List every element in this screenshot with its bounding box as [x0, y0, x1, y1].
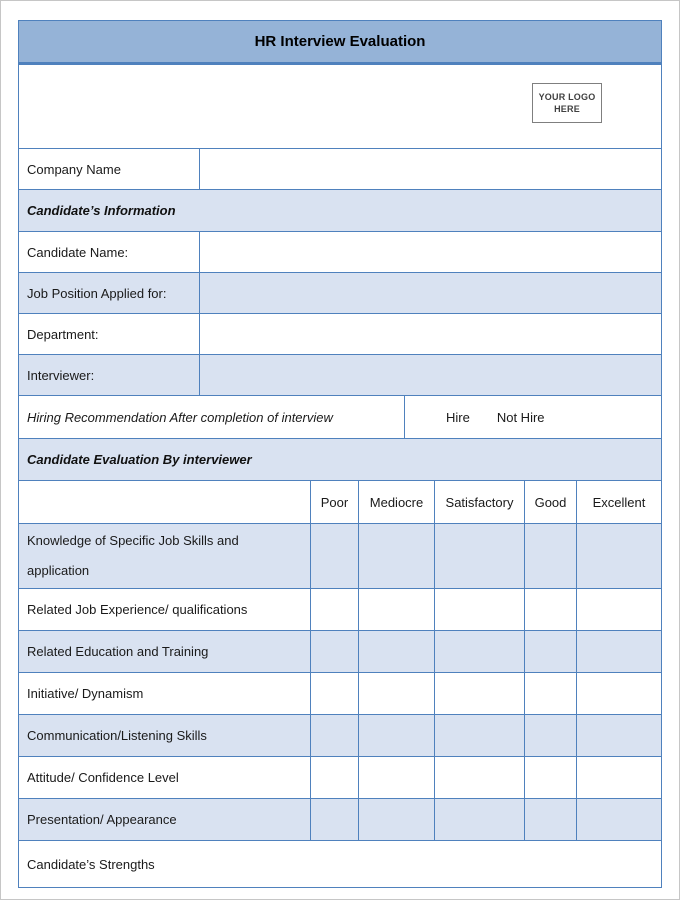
- attitude-confidence-level-poor-cell[interactable]: [310, 757, 358, 798]
- communication-listening-skills-excellent-cell[interactable]: [576, 715, 661, 756]
- related-job-experience-qualifications-label: Related Job Experience/ qualifications: [27, 601, 248, 617]
- attitude-confidence-level-mediocre-cell[interactable]: [358, 757, 434, 798]
- job-position-applied-for-label: Job Position Applied for:: [19, 273, 200, 313]
- knowledge-of-specific-job-skills-and-application-satisfactory-cell[interactable]: [434, 524, 524, 588]
- rating-header-empty-cell: [19, 481, 310, 523]
- eval-row-presentation-appearance: [19, 798, 661, 840]
- eval-row-attitude-confidence-level: [19, 756, 661, 798]
- rating-header-excellent-label: Excellent: [592, 494, 646, 510]
- department-label: Department:: [19, 314, 200, 354]
- rating-header-row: [19, 480, 661, 523]
- initiative-dynamism-label: Initiative/ Dynamism: [27, 685, 144, 701]
- info-row-department: [19, 313, 661, 354]
- logo-placeholder: [532, 83, 602, 123]
- initiative-dynamism-excellent-cell[interactable]: [576, 673, 661, 714]
- communication-listening-skills-label: Communication/Listening Skills: [27, 727, 207, 743]
- department-input[interactable]: [200, 314, 661, 354]
- presentation-appearance-excellent-cell[interactable]: [576, 799, 661, 840]
- related-job-experience-qualifications-poor-cell[interactable]: [310, 589, 358, 630]
- candidate-name-input[interactable]: [200, 232, 661, 272]
- candidate-name-label: Candidate Name:: [19, 232, 200, 272]
- presentation-appearance-label: Presentation/ Appearance: [27, 811, 177, 827]
- eval-row-initiative-dynamism: [19, 672, 661, 714]
- rating-header-poor: [310, 481, 358, 523]
- related-education-and-training-good-cell[interactable]: [524, 631, 576, 672]
- related-education-and-training-mediocre-cell[interactable]: [358, 631, 434, 672]
- interviewer-label: Interviewer:: [19, 355, 200, 395]
- not-hire-option[interactable]: Not Hire: [496, 409, 545, 425]
- candidate-strengths-label: Candidate’s Strengths: [27, 856, 155, 872]
- related-job-experience-qualifications-excellent-cell[interactable]: [576, 589, 661, 630]
- eval-row-knowledge-of-specific-job-skills-and-application: [19, 523, 661, 588]
- rating-header-satisfactory: [434, 481, 524, 523]
- rating-header-mediocre: [358, 481, 434, 523]
- initiative-dynamism-poor-cell[interactable]: [310, 673, 358, 714]
- communication-listening-skills-satisfactory-cell[interactable]: [434, 715, 524, 756]
- company-name-input[interactable]: [200, 149, 661, 189]
- logo-text-line2: HERE: [554, 104, 580, 114]
- info-row-interviewer: [19, 354, 661, 395]
- rating-header-satisfactory-label: Satisfactory: [445, 494, 514, 510]
- evaluation-form: [18, 20, 662, 888]
- attitude-confidence-level-excellent-cell[interactable]: [576, 757, 661, 798]
- job-position-applied-for-input[interactable]: [200, 273, 661, 313]
- rating-header-mediocre-label: Mediocre: [369, 494, 424, 510]
- knowledge-of-specific-job-skills-and-application-good-cell[interactable]: [524, 524, 576, 588]
- presentation-appearance-poor-cell[interactable]: [310, 799, 358, 840]
- initiative-dynamism-good-cell[interactable]: [524, 673, 576, 714]
- hiring-options: [405, 396, 661, 438]
- rating-header-excellent: [576, 481, 661, 523]
- knowledge-of-specific-job-skills-and-application-poor-cell[interactable]: [310, 524, 358, 588]
- logo-row: [19, 65, 661, 148]
- rating-header-good-label: Good: [534, 494, 567, 510]
- related-job-experience-qualifications-good-cell[interactable]: [524, 589, 576, 630]
- related-education-and-training-excellent-cell[interactable]: [576, 631, 661, 672]
- logo-text-line1: YOUR LOGO: [538, 91, 596, 102]
- knowledge-of-specific-job-skills-and-application-mediocre-cell[interactable]: [358, 524, 434, 588]
- knowledge-of-specific-job-skills-and-application-label: Knowledge of Specific Job Skills and application: [27, 533, 239, 578]
- form-title-bar: [19, 21, 661, 65]
- section-candidate-evaluation: Candidate Evaluation By interviewer: [19, 438, 661, 480]
- communication-listening-skills-poor-cell[interactable]: [310, 715, 358, 756]
- candidate-info-rows: [19, 231, 661, 395]
- related-education-and-training-label: Related Education and Training: [27, 643, 209, 659]
- interviewer-input[interactable]: [200, 355, 661, 395]
- form-title: HR Interview Evaluation: [254, 33, 426, 50]
- attitude-confidence-level-label: Attitude/ Confidence Level: [27, 769, 179, 785]
- info-row-candidate-name: [19, 231, 661, 272]
- initiative-dynamism-mediocre-cell[interactable]: [358, 673, 434, 714]
- section-candidate-information: Candidate’s Information: [19, 189, 661, 231]
- candidate-strengths-row[interactable]: [19, 840, 661, 887]
- rating-header-good: [524, 481, 576, 523]
- presentation-appearance-mediocre-cell[interactable]: [358, 799, 434, 840]
- eval-row-related-education-and-training: [19, 630, 661, 672]
- knowledge-of-specific-job-skills-and-application-excellent-cell[interactable]: [576, 524, 661, 588]
- related-job-experience-qualifications-satisfactory-cell[interactable]: [434, 589, 524, 630]
- communication-listening-skills-mediocre-cell[interactable]: [358, 715, 434, 756]
- related-job-experience-qualifications-mediocre-cell[interactable]: [358, 589, 434, 630]
- related-education-and-training-poor-cell[interactable]: [310, 631, 358, 672]
- initiative-dynamism-satisfactory-cell[interactable]: [434, 673, 524, 714]
- hiring-recommendation-label: Hiring Recommendation After completion of interview: [19, 396, 405, 438]
- hire-option[interactable]: Hire: [446, 409, 470, 425]
- company-name-row: [19, 148, 661, 189]
- attitude-confidence-level-good-cell[interactable]: [524, 757, 576, 798]
- eval-row-communication-listening-skills: [19, 714, 661, 756]
- rating-header-poor-label: Poor: [320, 494, 349, 510]
- eval-row-related-job-experience-qualifications: [19, 588, 661, 630]
- info-row-job-position-applied-for: [19, 272, 661, 313]
- presentation-appearance-good-cell[interactable]: [524, 799, 576, 840]
- related-education-and-training-satisfactory-cell[interactable]: [434, 631, 524, 672]
- communication-listening-skills-good-cell[interactable]: [524, 715, 576, 756]
- company-name-label: Company Name: [19, 149, 200, 189]
- evaluation-rows: [19, 523, 661, 840]
- hiring-recommendation-row: [19, 395, 661, 438]
- presentation-appearance-satisfactory-cell[interactable]: [434, 799, 524, 840]
- attitude-confidence-level-satisfactory-cell[interactable]: [434, 757, 524, 798]
